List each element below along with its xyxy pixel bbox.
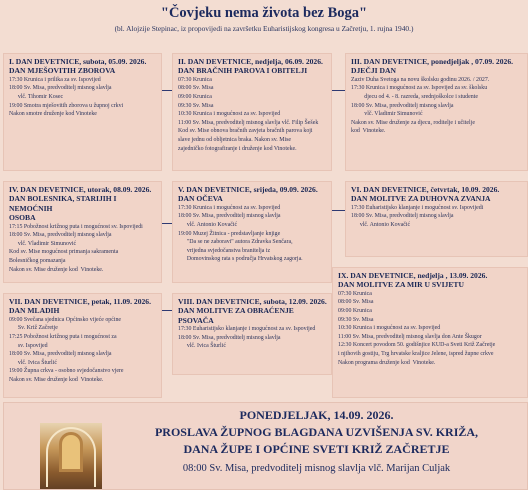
day-3-theme: DJEČJI DAN xyxy=(351,66,396,76)
day-8-line: vlč. Ivica Šturlić xyxy=(178,343,226,350)
day-7-theme: DAN MLADIH xyxy=(9,306,60,316)
day-5-title: V. DAN DEVETNICE, srijeda, 09.09. 2026. xyxy=(178,185,318,194)
day-9-line: Nakon programa druženje kod Vinoteke. xyxy=(338,359,436,366)
day-1-line: 19:00 Smotra mješovitih zborova u župnoj crkvi xyxy=(9,102,124,109)
feast-date: PONEDJELJAK, 14.09. 2026. xyxy=(239,408,394,422)
day-9-box xyxy=(332,267,528,398)
day-4-line: Bolesničkog pomazanja xyxy=(9,258,66,264)
connector xyxy=(162,90,172,91)
day-4-title: IV. DAN DEVETNICE, utorak, 08.09. 2026. xyxy=(9,185,152,194)
day-3-line: vlč. Vladimir Simunović xyxy=(351,111,423,118)
connector xyxy=(332,210,345,211)
feast-subtitle: DANA ŽUPE I OPĆINE SVETI KRIŽ ZAČRETJE xyxy=(183,442,450,456)
day-6-theme: DAN MOLITVE ZA DUHOVNA ZVANJA xyxy=(351,194,491,204)
day-8-theme: DAN MOLITVE ZA OBRAĆENJE PSOVAČA xyxy=(178,306,294,325)
day-9-line: 09:30 Sv. Misa xyxy=(338,316,374,323)
feast-title: PROSLAVA ŽUPNOG BLAGDANA UZVIŠENJA SV. KRIŽA, xyxy=(154,425,479,439)
day-5-line: vrijedna svjedočanstva branitelja iz xyxy=(178,247,271,254)
day-7-line: 17:25 Pobožnost križnog puta i mogućnost za xyxy=(9,334,117,340)
connector xyxy=(162,223,172,224)
day-4-line: 18:00 Sv. Misa, predvoditelj misnog slavlja xyxy=(9,232,112,239)
day-5-line: "Da se ne zaboravi" autora Zdravka Senčara, xyxy=(178,239,293,246)
day-4-theme: DAN BOLESNIKA, STARIJIH I NEMOĆNIH xyxy=(9,194,117,213)
day-9-line: 07:30 Krunica xyxy=(338,290,372,297)
day-3-line: 17:30 Krunica i mogućnost za sv. Ispovijed za sv. školsku xyxy=(351,85,488,92)
day-4-line: Kod sv. Mise mogućnost primanja sakramenta xyxy=(9,249,119,256)
day-9-title: IX. DAN DEVETNICE, nedjelja , 13.09. 2026. xyxy=(338,271,488,280)
day-1-line: Nakon smotre druženje kod Vinoteke xyxy=(9,111,97,118)
day-2-line: 08:00 Sv. Misa xyxy=(178,85,214,92)
day-8-line: 17:30 Euharistijsko klanjanje i mogućnost za sv. Ispovijed xyxy=(178,326,316,333)
day-7-line: sv. Ispovijed xyxy=(9,342,48,349)
day-4-theme-2: OSOBA xyxy=(9,213,36,223)
day-5-line: Domovinskog rata s područja Hrvatskog zagorja. xyxy=(178,256,303,263)
day-6-line: 18:00 Sv. Misa, predvoditelj misnog slavlja xyxy=(351,213,454,220)
day-5-line: 18:00 Sv. Misa, predvoditelj misnog slavlja xyxy=(178,213,281,220)
day-9-line: 12:30 Koncert povodom 50. godišnjice KUD-a Sveti Križ Začretje xyxy=(338,342,496,349)
day-4-line: 17:15 Pobožnost križnog puta i mogućnost sv. Ispovijedi xyxy=(9,223,143,230)
day-5-theme: DAN OČEVA xyxy=(178,194,223,204)
day-1-box xyxy=(3,53,162,171)
day-2-line: Kod sv. Mise obnova bračnih zavjeta bračnih parova koji xyxy=(178,128,313,135)
day-4-box xyxy=(3,181,162,283)
day-1-line: 18:00 Sv. Misa, predvoditelj misnog slavlja xyxy=(9,85,112,92)
day-2-line: 07:30 Krunica xyxy=(178,76,212,83)
day-7-line: 09:00 Svečana sjednica Općinsko vijeće općine xyxy=(9,316,122,323)
day-5-box xyxy=(172,181,332,283)
day-3-line: Nakon sv. Mise druženje za djecu, roditelje i učitelje xyxy=(351,119,475,126)
day-9-line: i njihovih gostiju, Trg hrvatske kraljice Jelene, ispred župne crkve xyxy=(338,350,494,357)
day-5-line: 17:30 Krunica i mogućnost za sv. Ispovijed xyxy=(178,204,281,211)
day-5-line: vlč. Antonio Kovačić xyxy=(178,222,238,228)
day-7-title: VII. DAN DEVETNICE, petak, 11.09. 2026. xyxy=(9,297,151,306)
day-3-line: Zaziv Duha Svetoga na novu školsku godinu 2026. / 2027. xyxy=(351,76,490,83)
day-7-line: Nakon sv. Mise druženje kod Vinoteke. xyxy=(9,376,104,383)
day-3-box xyxy=(345,53,528,171)
day-7-line: 18:00 Sv. Misa, predvoditelj misnog slavlja xyxy=(9,351,112,358)
day-7-line: 19:00 Župna crkva - osobno svjedočanstvo vjere xyxy=(9,368,124,375)
day-6-title: VI. DAN DEVETNICE, četvrtak, 10.09. 2026. xyxy=(351,185,500,194)
day-9-line: 08:00 Sv. Misa xyxy=(338,299,374,306)
day-9-line: 09:00 Krunica xyxy=(338,308,372,314)
day-9-theme: DAN MOLITVE ZA MIR U SVIJETU xyxy=(338,280,464,290)
day-4-line: Nakon sv. Mise druženje kod Vinoteke. xyxy=(9,266,104,273)
day-2-line: 09:30 Sv. Misa xyxy=(178,102,214,109)
day-2-line: 11:00 Sv. Misa, predvoditelj misnog slavlja vlč. Filip Šešek xyxy=(178,119,319,126)
day-7-box xyxy=(3,293,162,398)
day-6-line: vlč. Antonio Kovačić xyxy=(351,222,411,228)
day-1-title: I. DAN DEVETNICE, subota, 05.09. 2026. xyxy=(9,57,147,66)
day-7-line: Sv. Križ Začretje xyxy=(9,325,58,332)
page-title: "Čovjeku nema života bez Boga" xyxy=(160,5,368,21)
day-3-title: III. DAN DEVETNICE, ponedjeljak , 07.09. 2026. xyxy=(351,57,514,66)
day-7-line: vlč. Ivica Šturlić xyxy=(9,359,57,366)
day-3-line: djecu od 4. - 8. razreda, srednjoškolce i studente xyxy=(351,94,478,100)
day-2-line: slave jednu od obljetnica braka. Nakon sv. Mise xyxy=(178,136,291,143)
page-subtitle: (bl. Alojzije Stepinac, iz propovijedi na završetku Euharistijskog kongresa u Začretju, 1. rujna 1940.) xyxy=(114,24,414,33)
day-2-line: zajedničko fotografiranje i druženje kod Vinoteke. xyxy=(178,145,297,152)
day-8-line: 18:00 Sv. Misa, predvoditelj misnog slavlja xyxy=(178,334,281,341)
day-3-line: 18:00 Sv. Misa, predvoditelj misnog slavlja xyxy=(351,102,454,109)
day-1-theme: DAN MJEŠOVITIH ZBOROVA xyxy=(9,66,116,76)
day-9-line: 11:00 Sv. Misa, predvoditelj misnog slavlja don Ante Škugor xyxy=(338,333,482,340)
day-5-line: 19:00 Muzej Žitnica - predstavljanje knjige xyxy=(178,230,281,237)
feast-mass: 08:00 Sv. Misa, predvoditelj misnog slavlja vlč. Marijan Culjak xyxy=(182,463,451,474)
day-9-line: 10:30 Krunica i mogućnost za sv. Ispovijed xyxy=(338,325,441,332)
header xyxy=(0,0,528,40)
connector xyxy=(332,90,345,91)
church-altar-photo xyxy=(40,423,102,490)
feast-banner xyxy=(3,402,528,490)
day-2-title: II. DAN DEVETNICE, nedjelja, 06.09. 2026. xyxy=(178,57,323,66)
connector xyxy=(162,310,172,311)
day-6-line: 17:30 Euharistijsko klanjanje i mogućnost sv. Ispovijedi xyxy=(351,204,484,211)
day-3-line: kod Vinoteke. xyxy=(351,128,386,135)
day-6-box xyxy=(345,181,528,257)
day-2-box xyxy=(172,53,332,171)
day-1-line: vlč. Tihomir Kosec xyxy=(9,94,64,100)
day-4-line: vlč. Vladimir Simunović xyxy=(9,240,77,247)
day-8-title: VIII. DAN DEVETNICE, subota, 12.09. 2026. xyxy=(178,297,327,306)
day-8-box xyxy=(172,293,332,375)
day-2-line: 09:00 Krunica xyxy=(178,94,212,100)
day-2-line: 10:30 Krunica i mogućnost za sv. Ispovijed xyxy=(178,111,281,118)
day-1-line: 17:30 Krunica i prilika za sv. Ispovijed xyxy=(9,76,101,83)
day-2-theme: DAN BRAČNIH PAROVA I OBITELJI xyxy=(178,66,308,76)
